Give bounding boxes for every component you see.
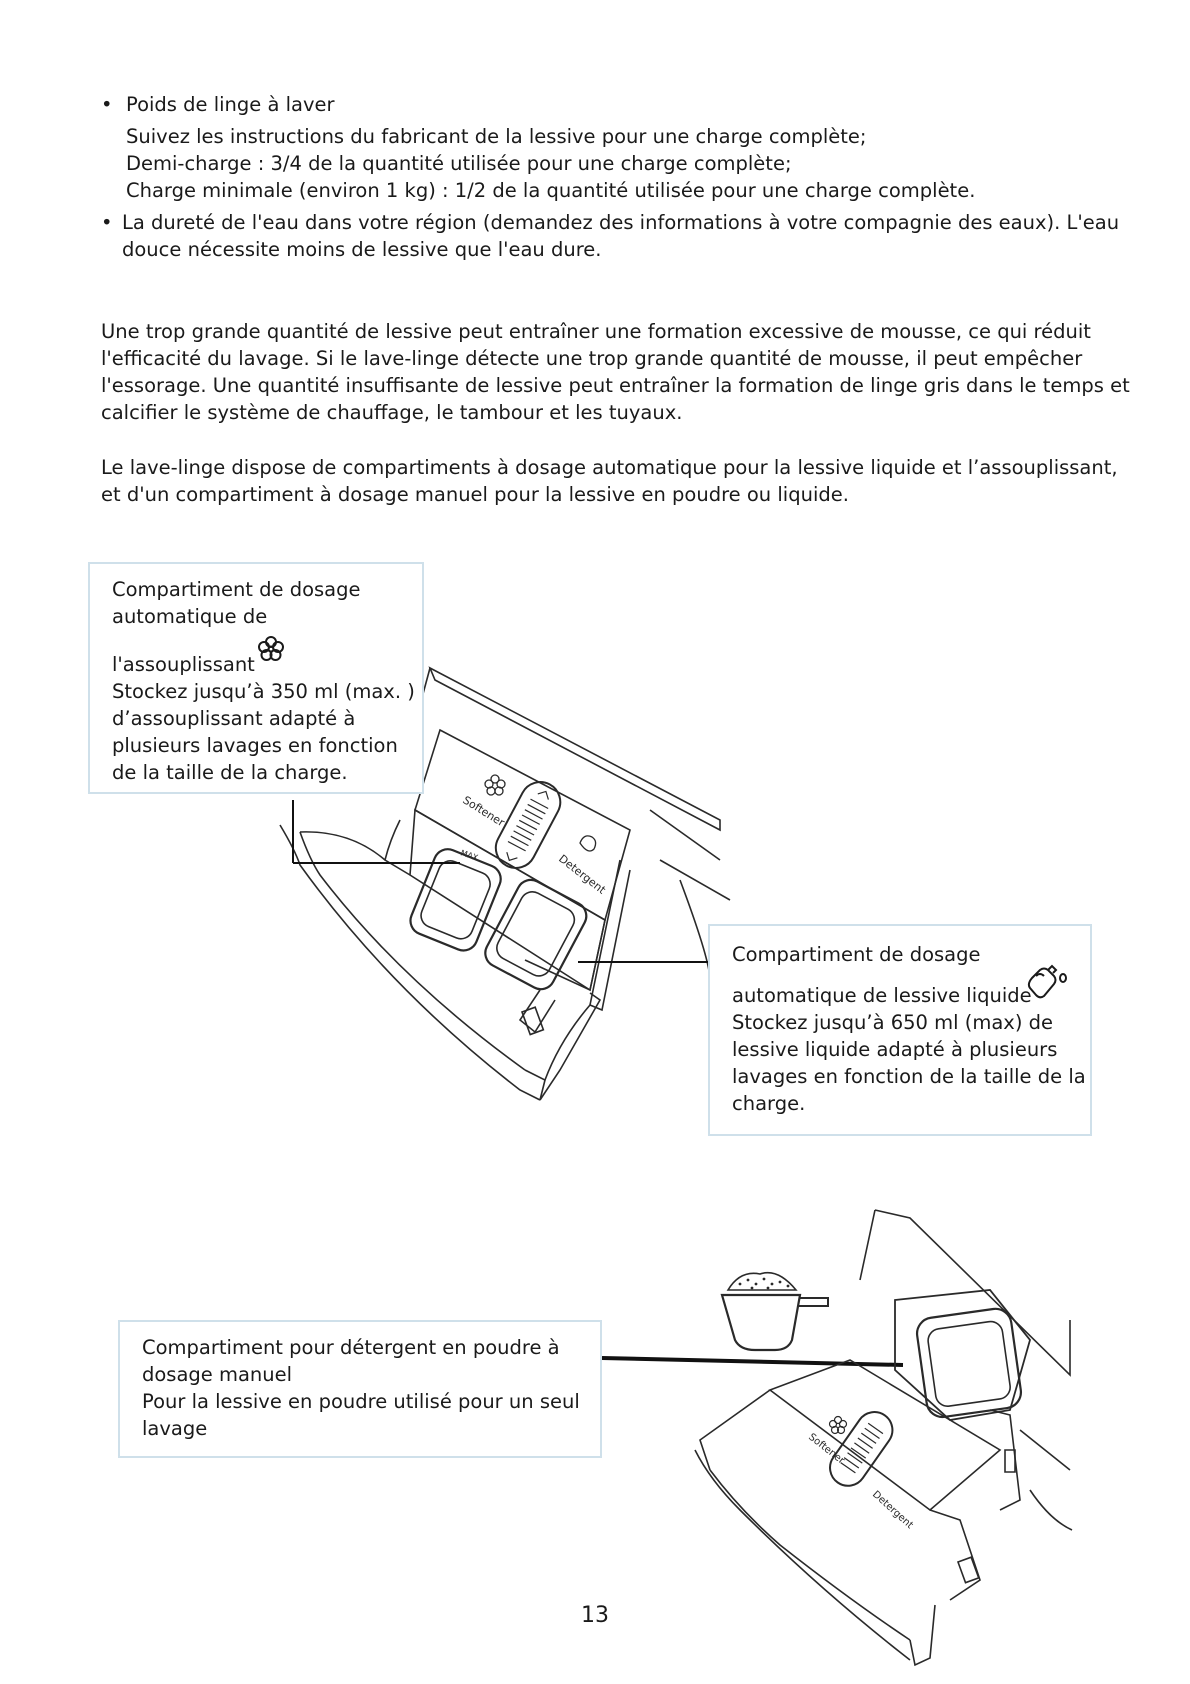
callout-line: Pour la lessive en poudre utilisé pour un seul [142, 1390, 580, 1413]
bullet-marker: • [101, 93, 113, 116]
bullet-line: La dureté de l'eau dans votre région (demandez des informations à votre compagnie des eaux). L'eau [122, 211, 1120, 234]
callout-line: Compartiment de dosage [112, 578, 361, 601]
paragraph-line: calcifier le système de chauffage, le tambour et les tuyaux. [101, 401, 683, 424]
bullet-line: Demi-charge : 3/4 de la quantité utilisée pour une charge complète; [126, 152, 792, 175]
paragraph-line: et d'un compartiment à dosage manuel pour la lessive en poudre ou liquide. [101, 483, 849, 506]
callout-line: plusieurs lavages en fonction [112, 734, 398, 757]
flower-icon [256, 634, 286, 664]
max-mark: MAX [459, 848, 480, 863]
callout-line: lessive liquide adapté à plusieurs [732, 1038, 1058, 1061]
callout-line: automatique de lessive liquide [732, 984, 1032, 1007]
softener-label: Softener [460, 793, 507, 830]
callout-line: de la taille de la charge. [112, 761, 348, 784]
callout-powder-detergent [118, 1320, 602, 1458]
detergent-label: Detergent [869, 1489, 915, 1532]
callout-line: automatique de [112, 605, 268, 628]
callout-line: charge. [732, 1092, 806, 1115]
callout-line: Stockez jusqu’à 650 ml (max) de [732, 1011, 1054, 1034]
powder-scoop-icon [722, 1273, 828, 1350]
callout-line: Stockez jusqu’à 350 ml (max. ) [112, 680, 415, 703]
detergent-label: Detergent [556, 852, 609, 897]
callout-line: Compartiment pour détergent en poudre à [142, 1336, 560, 1359]
drawer-illustration-bottom [700, 1210, 1080, 1670]
bullet-title: Poids de linge à laver [126, 93, 335, 116]
paragraph-line: Une trop grande quantité de lessive peut entraîner une formation excessive de mousse, ce qui réduit [101, 320, 1091, 343]
callout-line: l'assouplissant [112, 653, 255, 676]
softener-label: Softener [806, 1431, 847, 1467]
bullet-marker: • [101, 211, 113, 234]
bullet-line: Charge minimale (environ 1 kg) : 1/2 de la quantité utilisée pour une charge complète. [126, 179, 976, 202]
paragraph-line: l'efficacité du lavage. Si le lave-linge détecte une trop grande quantité de mousse, il peut empêcher [101, 347, 1083, 370]
callout-softener [88, 562, 424, 794]
paragraph-line: Le lave-linge dispose de compartiments à dosage automatique pour la lessive liquide et l’assouplissant, [101, 456, 1118, 479]
detergent-bottle-icon [1026, 964, 1068, 1000]
callout-line: lavages en fonction de la taille de la [732, 1065, 1086, 1088]
page-number: 13 [581, 1603, 609, 1628]
callout-line: Compartiment de dosage [732, 943, 981, 966]
callout-line: lavage [142, 1417, 208, 1440]
callout-line: dosage manuel [142, 1363, 293, 1386]
callout-liquid-detergent [708, 924, 1092, 1136]
paragraph-line: l'essorage. Une quantité insuffisante de lessive peut entraîner la formation de linge gris dans le temps et [101, 374, 1130, 397]
callout-line: d’assouplissant adapté à [112, 707, 356, 730]
bullet-line: Suivez les instructions du fabricant de la lessive pour une charge complète; [126, 125, 867, 148]
bullet-line: douce nécessite moins de lessive que l'eau dure. [122, 238, 602, 261]
